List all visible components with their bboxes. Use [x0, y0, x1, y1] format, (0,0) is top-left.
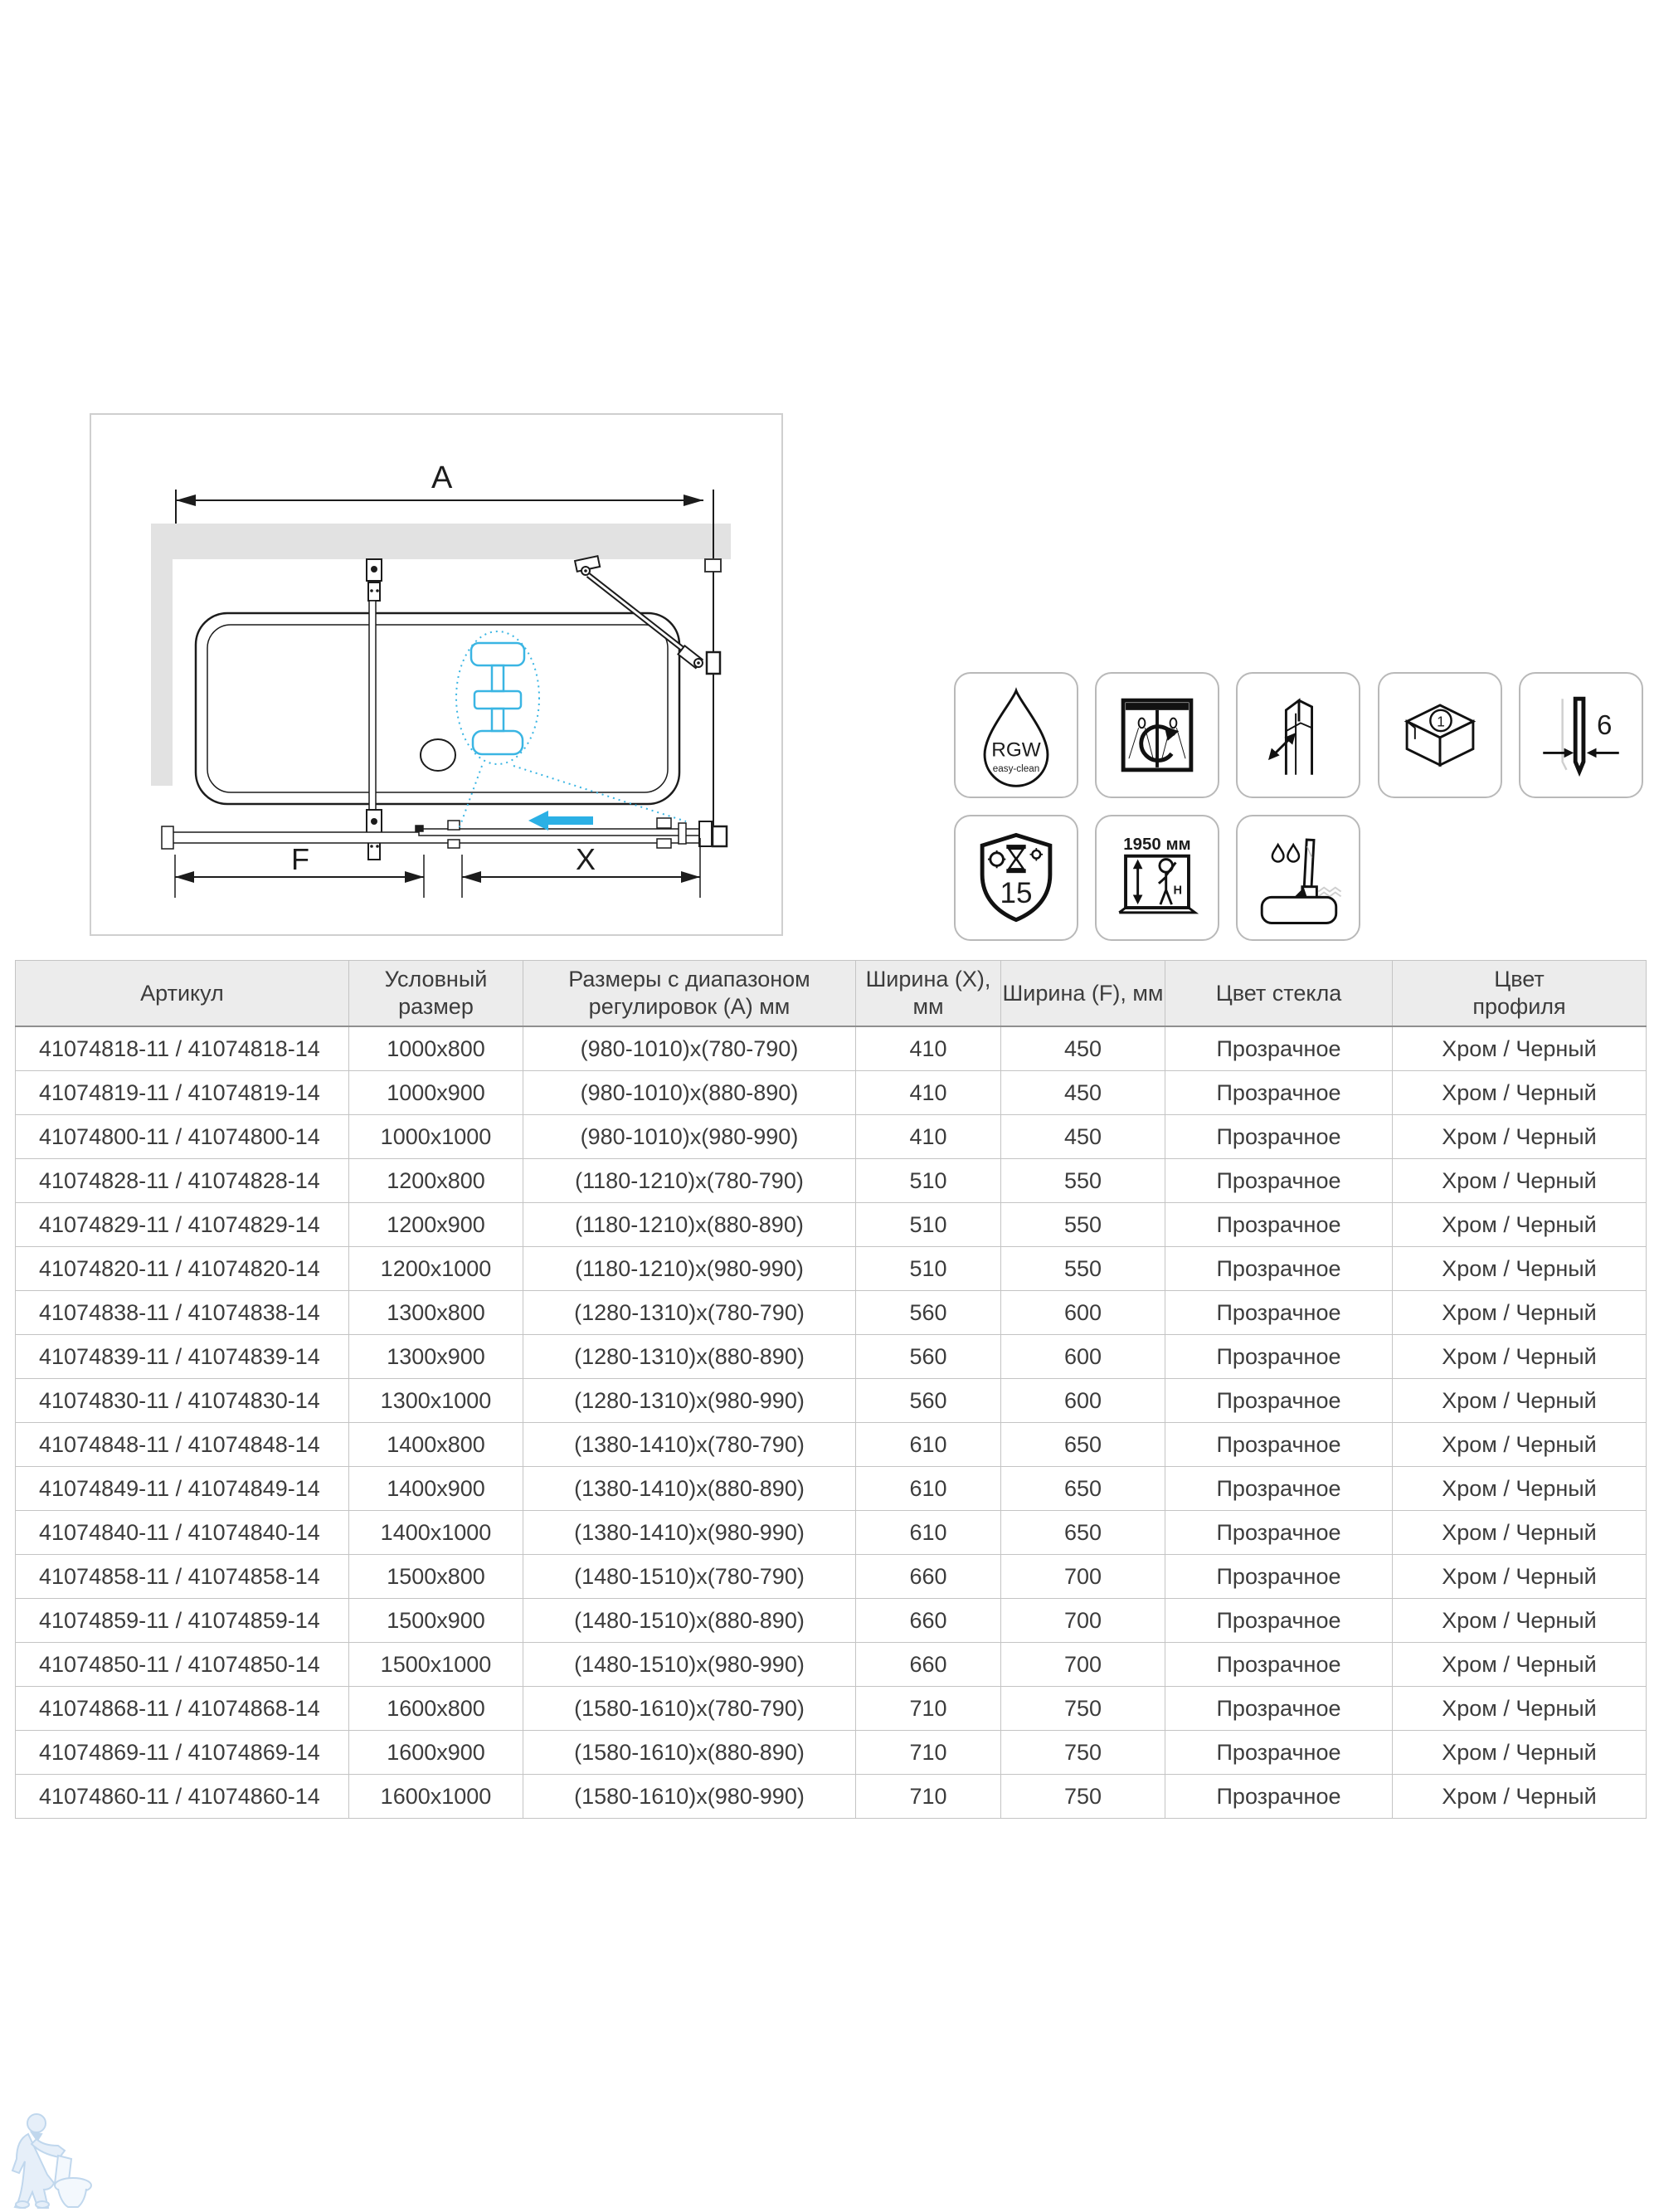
table-cell: 41074819-11 / 41074819-14 [16, 1071, 349, 1115]
table-body [16, 1026, 1647, 1819]
table-cell: 550 [1001, 1203, 1165, 1247]
drain [421, 739, 455, 771]
installation-diagram [90, 413, 783, 936]
table-cell: 450 [1001, 1115, 1165, 1159]
table-cell: 41074848-11 / 41074848-14 [16, 1423, 349, 1467]
table-cell: Хром / Черный [1393, 1071, 1647, 1115]
table-cell: Прозрачное [1165, 1335, 1393, 1379]
table-cell: Прозрачное [1165, 1643, 1393, 1687]
table-row [16, 1071, 1647, 1115]
table-cell: 550 [1001, 1247, 1165, 1291]
table-cell: Хром / Черный [1393, 1115, 1647, 1159]
table-cell: 41074828-11 / 41074828-14 [16, 1159, 349, 1203]
table-cell: 650 [1001, 1511, 1165, 1555]
dim-a-label: A [431, 460, 453, 495]
table-row [16, 1555, 1647, 1599]
table-cell: 41074869-11 / 41074869-14 [16, 1731, 349, 1775]
adjustment-profile-icon [1236, 672, 1360, 798]
table-cell: 1400x800 [349, 1423, 523, 1467]
table-cell: 1500x800 [349, 1555, 523, 1599]
table-cell: 1500x1000 [349, 1643, 523, 1687]
column-header: Размеры с диапазоном регулировок (А) мм [523, 961, 856, 1027]
table-cell: 41074829-11 / 41074829-14 [16, 1203, 349, 1247]
rgw-easy-clean-icon [954, 672, 1078, 798]
dim-f-label: F [291, 842, 309, 876]
wall-top [151, 524, 731, 559]
table-cell: Хром / Черный [1393, 1511, 1647, 1555]
table-row [16, 1379, 1647, 1423]
table-cell: 41074868-11 / 41074868-14 [16, 1687, 349, 1731]
table-row [16, 1203, 1647, 1247]
glass-thickness-icon [1519, 672, 1643, 798]
table-cell: 610 [856, 1467, 1001, 1511]
wall-left [151, 524, 173, 786]
table-cell: 41074839-11 / 41074839-14 [16, 1335, 349, 1379]
table-cell: 700 [1001, 1599, 1165, 1643]
column-header: Артикул [16, 961, 349, 1027]
table-cell: 1200x900 [349, 1203, 523, 1247]
table-cell: 510 [856, 1159, 1001, 1203]
table-cell: 750 [1001, 1687, 1165, 1731]
height-letter-label: H [1173, 884, 1183, 898]
table-cell: Прозрачное [1165, 1687, 1393, 1731]
table-row [16, 1335, 1647, 1379]
table-cell: 1600x1000 [349, 1775, 523, 1819]
table-cell: 700 [1001, 1643, 1165, 1687]
table-cell: 41074849-11 / 41074849-14 [16, 1467, 349, 1511]
table-cell: Хром / Черный [1393, 1203, 1647, 1247]
table-cell: (1280-1310)x(980-990) [523, 1379, 856, 1423]
table-row [16, 1511, 1647, 1555]
table-row [16, 1731, 1647, 1775]
table-cell: (1280-1310)x(880-890) [523, 1335, 856, 1379]
table-row [16, 1247, 1647, 1291]
table-cell: Хром / Черный [1393, 1467, 1647, 1511]
column-header: Условный размер [349, 961, 523, 1027]
table-cell: 1200x800 [349, 1159, 523, 1203]
height-value-label: 1950 мм [1123, 834, 1191, 854]
table-cell: 41074859-11 / 41074859-14 [16, 1599, 349, 1643]
table-cell: Хром / Черный [1393, 1555, 1647, 1599]
table-cell: 750 [1001, 1775, 1165, 1819]
table-cell: (1180-1210)x(780-790) [523, 1159, 856, 1203]
table-cell: (980-1010)x(880-890) [523, 1071, 856, 1115]
table-row [16, 1115, 1647, 1159]
table-cell: 41074860-11 / 41074860-14 [16, 1775, 349, 1819]
table-cell: (1380-1410)x(980-990) [523, 1511, 856, 1555]
column-header: Цвет стекла [1165, 961, 1393, 1027]
table-cell: 1000x1000 [349, 1115, 523, 1159]
table-cell: 1000x900 [349, 1071, 523, 1115]
table-cell: 600 [1001, 1291, 1165, 1335]
table-cell: (1380-1410)x(880-890) [523, 1467, 856, 1511]
table-cell: 700 [1001, 1555, 1165, 1599]
table-cell: Хром / Черный [1393, 1026, 1647, 1071]
table-cell: 650 [1001, 1467, 1165, 1511]
table-cell: 41074838-11 / 41074838-14 [16, 1291, 349, 1335]
table-cell: 1400x900 [349, 1467, 523, 1511]
table-cell: 610 [856, 1423, 1001, 1467]
table-cell: Хром / Черный [1393, 1291, 1647, 1335]
table-header-row [16, 961, 1647, 1027]
table-cell: Прозрачное [1165, 1379, 1393, 1423]
size-table [15, 960, 1647, 1819]
table-cell: 41074850-11 / 41074850-14 [16, 1643, 349, 1687]
table-cell: Прозрачное [1165, 1467, 1393, 1511]
table-cell: 41074820-11 / 41074820-14 [16, 1247, 349, 1291]
table-cell: Прозрачное [1165, 1026, 1393, 1071]
table-cell: Прозрачное [1165, 1731, 1393, 1775]
table-cell: 710 [856, 1775, 1001, 1819]
dim-x-label: X [576, 842, 596, 876]
box-count-label: 1 [1437, 713, 1445, 730]
table-cell: 450 [1001, 1026, 1165, 1071]
table-cell: 660 [856, 1555, 1001, 1599]
table-cell: 1300x900 [349, 1335, 523, 1379]
table-cell: 660 [856, 1643, 1001, 1687]
table-cell: (1480-1510)x(880-890) [523, 1599, 856, 1643]
table-cell: Хром / Черный [1393, 1599, 1647, 1643]
table-cell: Хром / Черный [1393, 1687, 1647, 1731]
table-cell: (1580-1610)x(980-990) [523, 1775, 856, 1819]
table-cell: 750 [1001, 1731, 1165, 1775]
table-cell: Прозрачное [1165, 1159, 1393, 1203]
single-box-icon [1378, 672, 1502, 798]
table-row [16, 1599, 1647, 1643]
table-cell: 600 [1001, 1335, 1165, 1379]
table-cell: Прозрачное [1165, 1115, 1393, 1159]
warranty-years-label: 15 [1000, 877, 1033, 910]
table-cell: Прозрачное [1165, 1555, 1393, 1599]
table-row [16, 1687, 1647, 1731]
table-cell: Прозрачное [1165, 1599, 1393, 1643]
table-cell: (1580-1610)x(780-790) [523, 1687, 856, 1731]
height-icon [1095, 815, 1219, 941]
column-header: Ширина (F), мм [1001, 961, 1165, 1027]
table-cell: 1400x1000 [349, 1511, 523, 1555]
table-cell: 1300x1000 [349, 1379, 523, 1423]
rail-left-cap [162, 826, 173, 849]
table-cell: Хром / Черный [1393, 1423, 1647, 1467]
table-cell: (1280-1310)x(780-790) [523, 1291, 856, 1335]
table-cell: 710 [856, 1687, 1001, 1731]
table-cell: (1180-1210)x(880-890) [523, 1203, 856, 1247]
table-cell: 1200x1000 [349, 1247, 523, 1291]
table-row [16, 1291, 1647, 1335]
table-cell: Прозрачное [1165, 1423, 1393, 1467]
table-row [16, 1423, 1647, 1467]
table-cell: 1500x900 [349, 1599, 523, 1643]
table-cell: 41074830-11 / 41074830-14 [16, 1379, 349, 1423]
table-cell: Хром / Черный [1393, 1335, 1647, 1379]
plumber-mascot-watermark [7, 2109, 98, 2209]
table-cell: (1380-1410)x(780-790) [523, 1423, 856, 1467]
table-cell: 560 [856, 1379, 1001, 1423]
table-cell: Прозрачное [1165, 1775, 1393, 1819]
column-header: Цвет профиля [1393, 961, 1647, 1027]
table-cell: (980-1010)x(780-790) [523, 1026, 856, 1071]
rgw-label: RGW [991, 738, 1041, 762]
table-cell: 510 [856, 1203, 1001, 1247]
table-cell: Прозрачное [1165, 1247, 1393, 1291]
table-cell: (1580-1610)x(880-890) [523, 1731, 856, 1775]
table-cell: Прозрачное [1165, 1291, 1393, 1335]
table-cell: Хром / Черный [1393, 1775, 1647, 1819]
column-header: Ширина (X), мм [856, 961, 1001, 1027]
reversible-installation-icon [1095, 672, 1219, 798]
table-cell: Хром / Черный [1393, 1379, 1647, 1423]
table-cell: 600 [1001, 1379, 1165, 1423]
table-cell: 710 [856, 1731, 1001, 1775]
table-row [16, 1159, 1647, 1203]
table-cell: Хром / Черный [1393, 1247, 1647, 1291]
table-cell: 41074858-11 / 41074858-14 [16, 1555, 349, 1599]
table-row [16, 1026, 1647, 1071]
table-cell: Хром / Черный [1393, 1731, 1647, 1775]
table-row [16, 1643, 1647, 1687]
easy-clean-label: easy-clean [992, 763, 1040, 774]
table-cell: Прозрачное [1165, 1071, 1393, 1115]
table-cell: 510 [856, 1247, 1001, 1291]
table-cell: 41074800-11 / 41074800-14 [16, 1115, 349, 1159]
table-cell: 41074840-11 / 41074840-14 [16, 1511, 349, 1555]
table-cell: 650 [1001, 1423, 1165, 1467]
table-row [16, 1467, 1647, 1511]
table-cell: 550 [1001, 1159, 1165, 1203]
table-cell: (1180-1210)x(980-990) [523, 1247, 856, 1291]
table-cell: 450 [1001, 1071, 1165, 1115]
table-cell: 1000x800 [349, 1026, 523, 1071]
table-cell: 660 [856, 1599, 1001, 1643]
sliding-door-glass [419, 829, 709, 836]
table-cell: 1300x800 [349, 1291, 523, 1335]
warranty-shield-icon [954, 815, 1078, 941]
table-cell: Прозрачное [1165, 1511, 1393, 1555]
table-cell: 560 [856, 1291, 1001, 1335]
table-cell: Хром / Черный [1393, 1159, 1647, 1203]
table-cell: 610 [856, 1511, 1001, 1555]
table-cell: 41074818-11 / 41074818-14 [16, 1026, 349, 1071]
splash-protection-icon [1236, 815, 1360, 941]
table-cell: Прозрачное [1165, 1203, 1393, 1247]
table-row [16, 1775, 1647, 1819]
table-cell: (980-1010)x(980-990) [523, 1115, 856, 1159]
table-cell: 410 [856, 1071, 1001, 1115]
table-cell: 1600x900 [349, 1731, 523, 1775]
table-cell: 560 [856, 1335, 1001, 1379]
thickness-value-label: 6 [1597, 710, 1613, 742]
right-wall-profile [705, 559, 721, 572]
table-cell: 1600x800 [349, 1687, 523, 1731]
table-cell: (1480-1510)x(780-790) [523, 1555, 856, 1599]
table-cell: (1480-1510)x(980-990) [523, 1643, 856, 1687]
table-cell: 410 [856, 1115, 1001, 1159]
table-cell: Хром / Черный [1393, 1643, 1647, 1687]
table-cell: 410 [856, 1026, 1001, 1071]
